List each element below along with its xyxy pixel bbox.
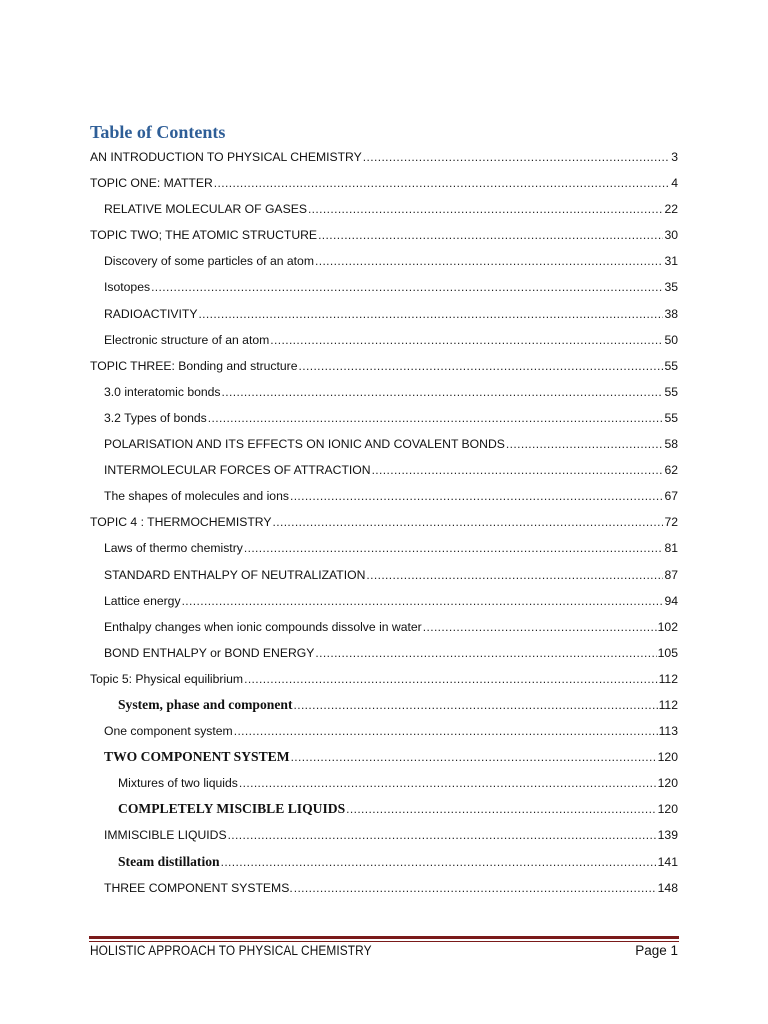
toc-entry-title: THREE COMPONENT SYSTEMS. xyxy=(104,880,293,895)
dot-leader xyxy=(208,405,664,431)
toc-entry-page: 105 xyxy=(657,645,678,660)
footer-rule-thin xyxy=(89,941,679,942)
toc-entry-page: 58 xyxy=(664,437,678,452)
toc-entry-page: 102 xyxy=(657,619,678,634)
toc-entry-page: 120 xyxy=(657,802,678,817)
toc-entry-title: The shapes of molecules and ions xyxy=(104,489,289,504)
toc-entry[interactable] xyxy=(90,796,678,822)
toc-entry-page: 120 xyxy=(657,776,678,791)
toc-entry-title: 3.0 interatomic bonds xyxy=(104,384,221,399)
dot-leader xyxy=(346,796,657,822)
toc-entry-page: 148 xyxy=(657,880,678,895)
dot-leader xyxy=(294,875,657,901)
toc-entry[interactable] xyxy=(90,770,678,796)
dot-leader xyxy=(308,196,663,222)
toc-entry-page: 67 xyxy=(664,489,678,504)
dot-leader xyxy=(299,353,664,379)
toc-entry[interactable] xyxy=(90,562,678,588)
toc-title: Table of Contents xyxy=(90,122,226,142)
toc-entry-title: TOPIC TWO; THE ATOMIC STRUCTURE xyxy=(90,228,318,243)
toc-entry[interactable] xyxy=(90,718,678,744)
toc-entry-title: IMMISCIBLE LIQUIDS xyxy=(104,828,227,843)
dot-leader xyxy=(423,614,657,640)
dot-leader xyxy=(273,509,664,535)
toc-entry-title: POLARISATION AND ITS EFFECTS ON IONIC AND COVALENT BONDS xyxy=(104,437,505,452)
toc-entry-title: INTERMOLECULAR FORCES OF ATTRACTION xyxy=(104,463,371,478)
dot-leader xyxy=(198,301,663,327)
toc-entry-title: COMPLETELY MISCIBLE LIQUIDS xyxy=(118,801,346,817)
toc-entry-page: 4 xyxy=(671,176,678,191)
dot-leader xyxy=(363,144,670,170)
toc-entry-title: TOPIC 4 : THERMOCHEMISTRY xyxy=(90,515,272,530)
toc-entry[interactable] xyxy=(90,327,678,353)
toc-entry[interactable] xyxy=(90,405,678,431)
toc-entry-title: Lattice energy xyxy=(104,593,181,608)
dot-leader xyxy=(228,822,657,848)
toc-entry-page: 112 xyxy=(658,697,678,712)
toc-entry[interactable] xyxy=(90,588,678,614)
toc-entry-page: 72 xyxy=(664,515,678,530)
dot-leader xyxy=(244,666,657,692)
toc-entry[interactable] xyxy=(90,875,678,901)
toc-entry-title: Mixtures of two liquids xyxy=(118,776,238,791)
toc-entry-page: 113 xyxy=(658,724,678,739)
toc-entry[interactable] xyxy=(90,535,678,561)
dot-leader xyxy=(315,248,663,274)
toc-entry-title: System, phase and component xyxy=(118,696,293,712)
toc-entry[interactable] xyxy=(90,509,678,535)
toc-entry-page: 38 xyxy=(664,306,678,321)
toc-entry[interactable] xyxy=(90,248,678,274)
dot-leader xyxy=(239,770,657,796)
footer-rule xyxy=(89,936,679,939)
dot-leader xyxy=(221,849,657,875)
toc-entry-title: Steam distillation xyxy=(118,853,220,869)
toc-entry[interactable] xyxy=(90,301,678,327)
toc-entry-page: 94 xyxy=(664,593,678,608)
dot-leader xyxy=(291,744,657,770)
dot-leader xyxy=(293,692,657,718)
toc-entry[interactable] xyxy=(90,274,678,300)
toc-entry-page: 120 xyxy=(657,750,678,765)
toc-entry-page: 112 xyxy=(658,671,678,686)
toc-entry-title: One component system xyxy=(104,724,233,739)
toc-entry[interactable] xyxy=(90,431,678,457)
toc-entry[interactable] xyxy=(90,666,678,692)
toc-entry-page: 3 xyxy=(671,150,678,164)
toc-entry-title: Topic 5: Physical equilibrium xyxy=(90,671,244,686)
toc-entry-title: 3.2 Types of bonds xyxy=(104,410,207,425)
toc-entry[interactable] xyxy=(90,353,678,379)
toc-entry-title: Laws of thermo chemistry xyxy=(104,541,243,556)
toc-entry-title: Electronic structure of an atom xyxy=(104,332,270,347)
toc-entry-page: 62 xyxy=(664,463,678,478)
dot-leader xyxy=(270,327,663,353)
dot-leader xyxy=(318,222,663,248)
toc-entry-page: 30 xyxy=(664,228,678,243)
dot-leader xyxy=(182,588,664,614)
toc-entry[interactable] xyxy=(90,222,678,248)
dot-leader xyxy=(151,274,663,300)
toc-entry-title: TOPIC THREE: Bonding and structure xyxy=(90,358,298,373)
dot-leader xyxy=(372,457,664,483)
toc-entry-page: 139 xyxy=(657,828,678,843)
toc-entry-title: TWO COMPONENT SYSTEM xyxy=(104,749,290,765)
toc-entry[interactable] xyxy=(90,692,678,718)
footer-page-number: Page 1 xyxy=(635,943,678,958)
toc-entry[interactable] xyxy=(90,483,678,509)
dot-leader xyxy=(506,431,664,457)
toc-entry-page: 141 xyxy=(657,854,678,869)
toc-entry[interactable] xyxy=(90,822,678,848)
toc-entry[interactable] xyxy=(90,196,678,222)
dot-leader xyxy=(290,483,663,509)
toc-entry-title: STANDARD ENTHALPY OF NEUTRALIZATION xyxy=(104,567,366,582)
dot-leader xyxy=(366,562,663,588)
toc-entry-page: 87 xyxy=(664,567,678,582)
toc-entry-title: BOND ENTHALPY or BOND ENERGY xyxy=(104,645,315,660)
toc-entry[interactable] xyxy=(90,170,678,196)
toc-entry-page: 31 xyxy=(664,254,678,269)
toc-entry[interactable] xyxy=(90,614,678,640)
toc-entry-title: Enthalpy changes when ionic compounds dissolve in water xyxy=(104,619,422,634)
dot-leader xyxy=(234,718,658,744)
toc-entry-page: 55 xyxy=(664,358,678,373)
dot-leader xyxy=(244,535,664,561)
footer-document-title: HOLISTIC APPROACH TO PHYSICAL CHEMISTRY xyxy=(90,943,372,958)
toc-entry[interactable] xyxy=(90,144,678,170)
dot-leader xyxy=(222,379,664,405)
dot-leader xyxy=(315,640,656,666)
toc-entry-title: AN INTRODUCTION TO PHYSICAL CHEMISTRY xyxy=(90,150,362,164)
toc-entry-page: 55 xyxy=(664,410,678,425)
toc-entry[interactable] xyxy=(90,640,678,666)
toc-entry-title: RADIOACTIVITY xyxy=(104,306,198,321)
dot-leader xyxy=(214,170,670,196)
toc-entry-page: 35 xyxy=(664,280,678,295)
toc-entry[interactable] xyxy=(90,744,678,770)
toc-entry[interactable] xyxy=(90,457,678,483)
toc-entry[interactable] xyxy=(90,849,678,875)
toc-entry-page: 22 xyxy=(664,202,678,217)
toc-list xyxy=(90,144,678,901)
toc-entry[interactable] xyxy=(90,379,678,405)
toc-entry-title: Isotopes xyxy=(104,280,151,295)
toc-entry-page: 50 xyxy=(664,332,678,347)
toc-entry-title: RELATIVE MOLECULAR OF GASES xyxy=(104,202,307,217)
toc-entry-title: Discovery of some particles of an atom xyxy=(104,254,314,269)
toc-entry-page: 81 xyxy=(664,541,678,556)
toc-entry-page: 55 xyxy=(664,384,678,399)
toc-entry-title: TOPIC ONE: MATTER xyxy=(90,176,213,191)
